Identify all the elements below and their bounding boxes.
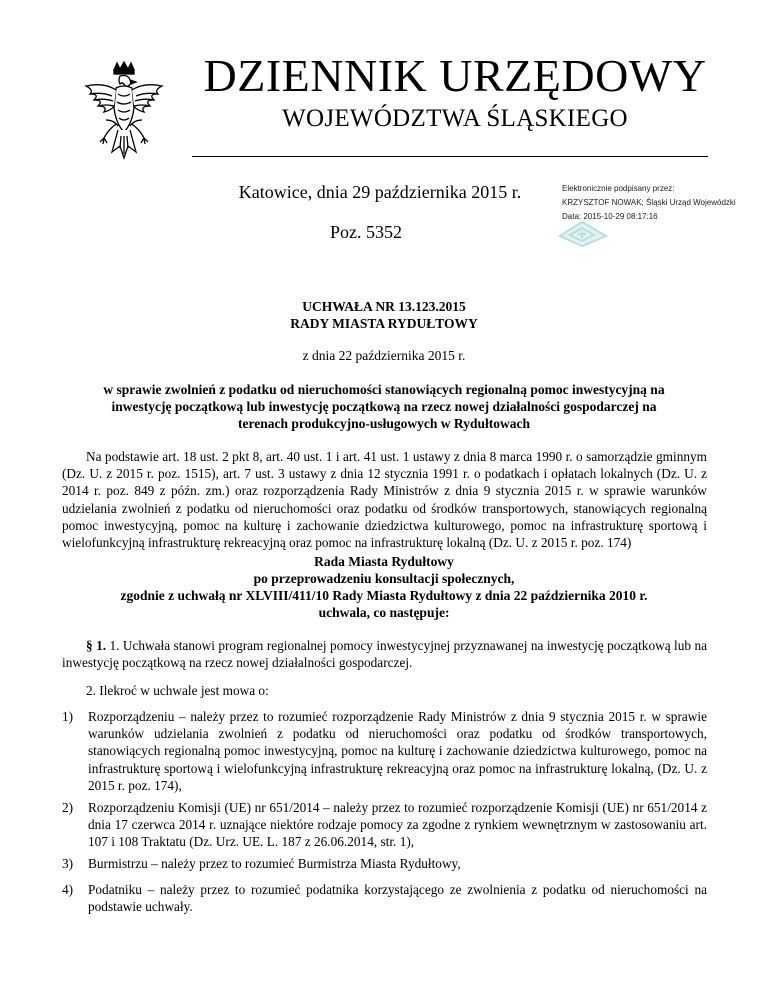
list-item-number: 3) [62,856,74,871]
definitions-intro: 2. Ilekroć w uchwale jest mowa o: [86,683,269,698]
signature-line-1: Elektronicznie podpisany przez: [562,184,675,193]
list-item-text: Burmistrzu – należy przez to rozumieć Burmistrza Miasta Rydułtowy, [88,856,461,871]
journal-title: DZIENNIK URZĘDOWY [203,50,707,101]
enacting-line-2: po przeprowadzeniu konsultacji społecznych, [253,571,515,586]
position-number: Poz. 5352 [330,222,402,242]
signature-line-3: Data: 2015-10-29 08:17:16 [562,212,658,221]
signature-line-2: KRZYSZTOF NOWAK; Śląski Urząd Wojewódzki [562,198,736,207]
list-item-number: 4) [62,882,74,897]
list-item [62,799,707,851]
preamble-paragraph: Na podstawie art. 18 ust. 2 pkt 8, art. 40 ust. 1 i art. 41 ust. 1 ustawy z dnia 8 marca 1990 r. o samorządzie gminnym (Dz. U. z 2015 r. poz. 1515), art. 7 ust. 3 ustawy z dnia 12 stycznia 1991 r. o podatkach i opłatach lokalnych (Dz. U. z 2014 r. poz. 849 z późn. zm.) oraz rozporządzenia Rady Ministrów z dnia 9 stycznia 2015 r. w sprawie warunków udzielania zwolnień z podatku od nieruchomości oraz podatku od środków transportowych, stanowiących regionalną pomoc inwestycyjną, pomoc na kulturę i zachowanie dziedzictwa kulturowego, pomoc na infrastrukturę sportową i wielofunkcyjną infrastrukturę rekreacyjną oraz pomoc na infrastrukturę lokalną (Dz. U. z 2015 r. poz. 174) [62,449,707,551]
resolution-council: RADY MIASTA RYDUŁTOWY [290,316,478,331]
list-item-text: Rozporządzeniu Komisji (UE) nr 651/2014 – należy przez to rozumieć rozporządzenie Komisji (UE) nr 651/2014 z dnia 17 czerwca 2014 r. uznające niektóre rodzaje pomocy za zgodne z rynkiem wewnętrznym w zastosowaniu art. 107 i 108 Traktatu (Dz. Urz. UE. L. 187 z 26.06.2014, str. 1), [88,800,707,850]
journal-subtitle: WOJEWÓDZTWA ŚLĄSKIEGO [282,105,628,132]
publication-date: Katowice, dnia 29 października 2015 r. [238,182,522,202]
list-item-number: 1) [62,709,74,724]
section-1-mark: § 1. [86,638,107,653]
signature-stamp-icon [556,218,612,248]
enacting-line-1: Rada Miasta Rydułtowy [314,554,454,569]
list-item [62,881,707,915]
enacting-line-4: uchwala, co następuje: [318,605,450,620]
section-1-text: 1. Uchwała stanowi program regionalnej pomocy inwestycyjnej przyznawanej na inwestycję początkową lub na inwestycję początkową na rzecz nowej działalności gospodarczej. [62,638,707,671]
title-divider [192,156,708,157]
section-1-paragraph [62,637,707,671]
resolution-subject: w sprawie zwolnień z podatku od nieruchomości stanowiących regionalną pomoc inwestycyjną na inwestycję początkową lub inwestycję początkową na rzecz nowej działalności gospodarczej na terenach produkcyjno-usługowych w Rydułtowach [103,382,665,431]
list-item [62,855,707,872]
list-item [62,708,707,794]
list-item-text: Rozporządzeniu – należy przez to rozumieć rozporządzenie Rady Ministrów z dnia 9 stycznia 2015 r. w sprawie warunków udzielania zwolnień z podatku od nieruchomości oraz podatku od środków transportowych, stanowiących regionalną pomoc inwestycyjną, pomoc na kulturę i zachowanie dziedzictwa kulturowego, pomoc na infrastrukturę sportową i wielofunkcyjną infrastrukturę rekreacyjną oraz pomoc na infrastrukturę lokalną, (Dz. U. z 2015 r. poz. 174), [88,709,707,793]
list-item-text: Podatniku – należy przez to rozumieć podatnika korzystającego ze zwolnienia z podatku od nieruchomości na podstawie uchwały. [88,882,707,915]
enacting-line-3: zgodnie z uchwałą nr XLVIII/411/10 Rady Miasta Rydułtowy z dnia 22 października 2010 r. [120,588,648,603]
polish-eagle-emblem [76,60,172,172]
resolution-number: UCHWAŁA NR 13.123.2015 [302,299,466,314]
list-item-number: 2) [62,800,74,815]
resolution-date: z dnia 22 października 2015 r. [302,348,466,363]
